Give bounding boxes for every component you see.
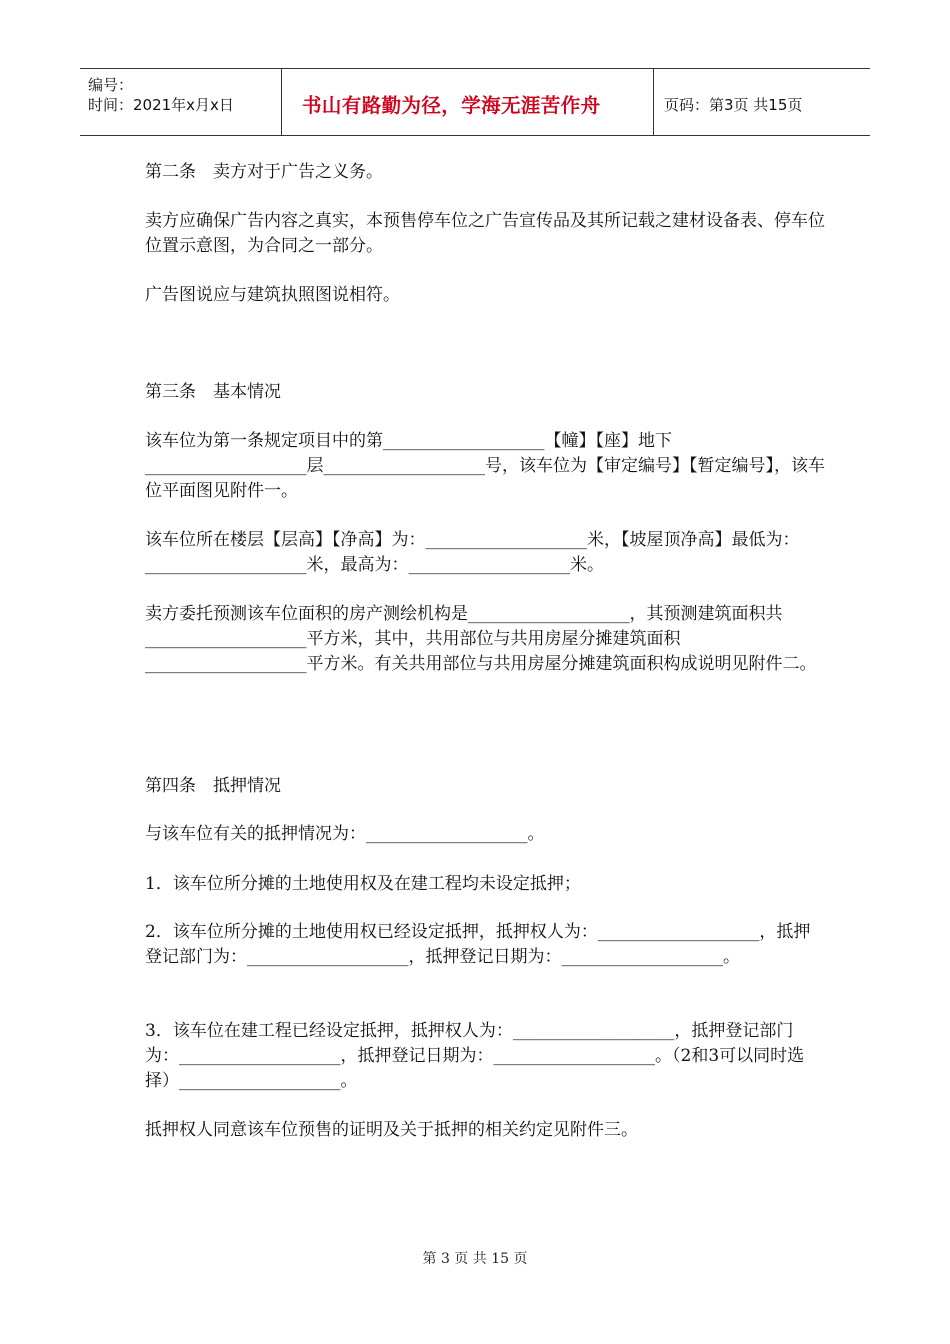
article-4-option-1: 1．该车位所分摊的土地使用权及在建工程均未设定抵押； bbox=[145, 874, 581, 894]
doc-time: 时间：2021年x月x日 bbox=[88, 96, 234, 114]
document-header bbox=[80, 68, 870, 136]
article-3-paragraph-1: 该车位为第一条规定项目中的第___________________【幢】【座】地下___________________层___________________号，该车位为【审定编号】【暂定编号】，该车位平面图见附件一。 bbox=[145, 431, 825, 501]
article-3-title: 第三条 基本情况 bbox=[145, 382, 281, 402]
header-page-info: 页码：第3页 共15页 bbox=[664, 95, 803, 114]
article-2-paragraph-2: 广告图说应与建筑执照图说相符。 bbox=[145, 285, 400, 305]
header-motto: 书山有路勤为径，学海无涯苦作舟 bbox=[302, 94, 601, 117]
page-footer: 第 3 页 共 15 页 bbox=[422, 1251, 528, 1267]
header-meta-cell bbox=[80, 69, 282, 135]
header-page-cell bbox=[654, 69, 870, 135]
doc-code-label: 编号： bbox=[88, 76, 134, 94]
article-4-paragraph-1: 与该车位有关的抵押情况为：___________________。 bbox=[145, 824, 545, 844]
article-4-title: 第四条 抵押情况 bbox=[145, 776, 281, 796]
article-4-option-3: 3．该车位在建工程已经设定抵押，抵押权人为：___________________，抵押登记部门为：___________________，抵押登记日期为：___________________。（2和3可以同时选择）___________________。 bbox=[145, 1021, 805, 1091]
article-4-option-2: 2．该车位所分摊的土地使用权已经设定抵押，抵押权人为：___________________，抵押登记部门为：___________________，抵押登记日期为：___________________。 bbox=[145, 922, 811, 967]
header-motto-cell bbox=[282, 69, 654, 135]
article-2-title: 第二条 卖方对于广告之义务。 bbox=[145, 162, 383, 182]
article-3-paragraph-3: 卖方委托预测该车位面积的房产测绘机构是___________________，其预测建筑面积共___________________平方米，其中，共用部位与共用房屋分摊建筑面积___________________平方米。有关共用部位与共用房屋分摊建筑面积构成说明见附件二。 bbox=[145, 604, 817, 674]
article-4-paragraph-5: 抵押权人同意该车位预售的证明及关于抵押的相关约定见附件三。 bbox=[145, 1120, 638, 1140]
article-3-paragraph-2: 该车位所在楼层【层高】【净高】为：___________________米，【坡屋顶净高】最低为：___________________米，最高为：___________________米。 bbox=[145, 530, 800, 575]
article-2-paragraph-1: 卖方应确保广告内容之真实，本预售停车位之广告宣传品及其所记载之建材设备表、停车位位置示意图，为合同之一部分。 bbox=[145, 211, 825, 256]
